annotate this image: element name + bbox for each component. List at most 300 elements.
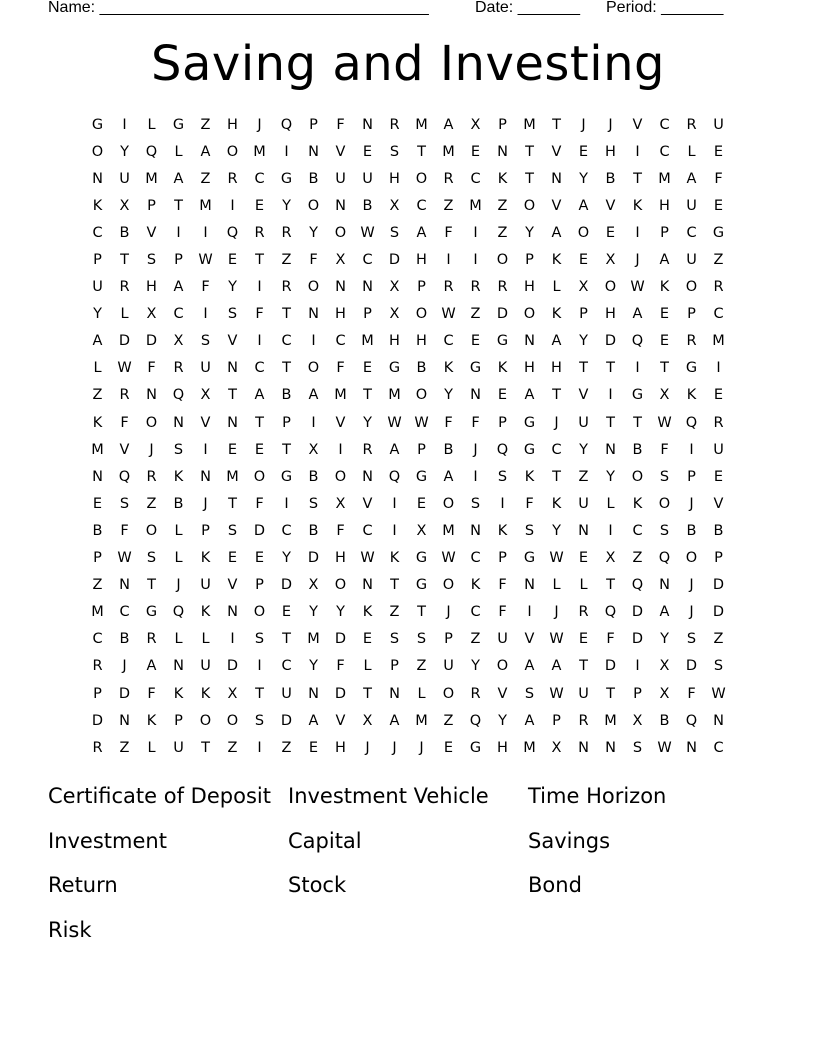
grid-letter: V bbox=[605, 197, 616, 214]
grid-letter: Q bbox=[631, 333, 644, 350]
grid-letter: N bbox=[119, 577, 130, 594]
grid-letter: M bbox=[604, 712, 617, 729]
grid-letter: O bbox=[577, 224, 590, 241]
grid-letter: I bbox=[635, 143, 640, 160]
grid-letter: K bbox=[200, 550, 211, 567]
grid-letter: T bbox=[552, 116, 561, 133]
grid-letter: P bbox=[255, 577, 264, 594]
grid-letter: O bbox=[334, 468, 347, 485]
grid-letter: J bbox=[122, 658, 127, 675]
grid-letter: G bbox=[280, 170, 293, 187]
grid-letter: I bbox=[716, 360, 721, 377]
grid-letter: R bbox=[497, 279, 508, 296]
grid-letter: R bbox=[173, 360, 184, 377]
grid-letter: D bbox=[118, 685, 131, 702]
grid-letter: P bbox=[660, 224, 669, 241]
grid-letter: K bbox=[659, 279, 670, 296]
grid-letter: A bbox=[416, 224, 427, 241]
grid-letter: Q bbox=[388, 468, 401, 485]
grid-letter: K bbox=[92, 197, 103, 214]
grid-letter: X bbox=[335, 252, 346, 269]
grid-letter: R bbox=[686, 333, 697, 350]
grid-letter: J bbox=[365, 739, 370, 756]
grid-letter: W bbox=[549, 685, 564, 702]
grid-letter: Z bbox=[497, 224, 508, 241]
grid-letter: R bbox=[146, 631, 157, 648]
grid-letter: O bbox=[145, 414, 158, 431]
grid-letter: Y bbox=[606, 468, 615, 485]
grid-letter: Z bbox=[443, 712, 454, 729]
grid-letter: E bbox=[254, 197, 265, 214]
grid-letter: F bbox=[660, 441, 669, 458]
grid-letter: D bbox=[145, 333, 158, 350]
grid-letter: B bbox=[713, 522, 724, 539]
grid-letter: A bbox=[443, 468, 454, 485]
grid-letter: W bbox=[360, 224, 375, 241]
grid-letter: Z bbox=[578, 468, 589, 485]
grid-letter: F bbox=[147, 360, 156, 377]
grid-row bbox=[84, 572, 732, 599]
grid-letter: P bbox=[93, 252, 102, 269]
grid-letter: V bbox=[713, 495, 724, 512]
grid-letter: Z bbox=[497, 197, 508, 214]
grid-letter: G bbox=[172, 116, 185, 133]
grid-letter: R bbox=[146, 468, 157, 485]
grid-letter: G bbox=[523, 414, 536, 431]
grid-letter: P bbox=[201, 522, 210, 539]
grid-letter: Z bbox=[281, 252, 292, 269]
grid-letter: I bbox=[257, 739, 262, 756]
grid-letter: Z bbox=[470, 306, 481, 323]
grid-letter: X bbox=[578, 279, 589, 296]
period-field-label: Period: _______ bbox=[606, 0, 724, 16]
grid-letter: X bbox=[605, 550, 616, 567]
grid-letter: B bbox=[92, 522, 103, 539]
grid-letter: V bbox=[362, 495, 373, 512]
grid-letter: J bbox=[689, 495, 694, 512]
grid-letter: C bbox=[119, 604, 130, 621]
grid-letter: W bbox=[117, 360, 132, 377]
grid-letter: A bbox=[551, 224, 562, 241]
grid-letter: Y bbox=[120, 143, 129, 160]
grid-letter: D bbox=[91, 712, 104, 729]
grid-letter: C bbox=[686, 224, 697, 241]
grid-letter: I bbox=[176, 224, 181, 241]
grid-letter: R bbox=[119, 279, 130, 296]
grid-letter: N bbox=[578, 522, 589, 539]
grid-letter: B bbox=[416, 360, 427, 377]
grid-letter: A bbox=[524, 712, 535, 729]
grid-letter: N bbox=[470, 387, 481, 404]
grid-letter: Y bbox=[525, 224, 534, 241]
grid-letter: C bbox=[470, 170, 481, 187]
grid-letter: N bbox=[713, 712, 724, 729]
grid-letter: P bbox=[390, 658, 399, 675]
grid-letter: M bbox=[334, 387, 347, 404]
grid-letter: D bbox=[604, 333, 617, 350]
grid-letter: I bbox=[257, 333, 262, 350]
grid-letter: A bbox=[551, 658, 562, 675]
grid-letter: O bbox=[334, 577, 347, 594]
grid-letter: S bbox=[146, 550, 157, 567]
grid-letter: O bbox=[604, 279, 617, 296]
grid-letter: W bbox=[441, 306, 456, 323]
grid-letter: H bbox=[524, 279, 535, 296]
grid-letter: J bbox=[689, 577, 694, 594]
grid-letter: V bbox=[551, 143, 562, 160]
grid-letter: M bbox=[253, 143, 266, 160]
grid-letter: Z bbox=[416, 658, 427, 675]
grid-letter: I bbox=[338, 441, 343, 458]
grid-letter: K bbox=[146, 712, 157, 729]
grid-letter: F bbox=[471, 414, 480, 431]
grid-letter: A bbox=[200, 143, 211, 160]
grid-letter: F bbox=[444, 224, 453, 241]
grid-letter: Z bbox=[443, 197, 454, 214]
grid-letter: X bbox=[416, 522, 427, 539]
grid-letter: U bbox=[686, 252, 697, 269]
grid-letter: G bbox=[712, 224, 725, 241]
grid-letter: S bbox=[389, 143, 400, 160]
grid-letter: R bbox=[227, 170, 238, 187]
grid-letter: P bbox=[444, 631, 453, 648]
grid-letter: K bbox=[551, 306, 562, 323]
grid-letter: N bbox=[92, 170, 103, 187]
grid-letter: Q bbox=[280, 116, 293, 133]
grid-letter: R bbox=[92, 739, 103, 756]
grid-letter: T bbox=[147, 577, 156, 594]
grid-letter: T bbox=[606, 577, 615, 594]
grid-letter: T bbox=[390, 577, 399, 594]
grid-letter: E bbox=[659, 306, 670, 323]
grid-letter: W bbox=[711, 685, 726, 702]
grid-letter: U bbox=[281, 685, 292, 702]
grid-letter: N bbox=[605, 739, 616, 756]
grid-letter: Y bbox=[309, 604, 318, 621]
grid-letter: J bbox=[635, 252, 640, 269]
grid-letter: E bbox=[308, 739, 319, 756]
grid-letter: L bbox=[174, 550, 183, 567]
grid-row bbox=[84, 734, 732, 761]
grid-letter: T bbox=[417, 143, 426, 160]
grid-letter: Q bbox=[685, 414, 698, 431]
grid-letter: A bbox=[389, 712, 400, 729]
grid-letter: V bbox=[551, 197, 562, 214]
grid-letter: E bbox=[578, 252, 589, 269]
grid-letter: W bbox=[117, 550, 132, 567]
grid-letter: A bbox=[254, 387, 265, 404]
grid-letter: S bbox=[713, 658, 724, 675]
grid-letter: D bbox=[712, 604, 725, 621]
grid-letter: E bbox=[281, 604, 292, 621]
grid-letter: F bbox=[309, 252, 318, 269]
grid-letter: C bbox=[335, 333, 346, 350]
grid-row bbox=[84, 274, 732, 301]
grid-letter: K bbox=[362, 604, 373, 621]
grid-letter: E bbox=[362, 143, 373, 160]
grid-letter: J bbox=[473, 441, 478, 458]
grid-letter: O bbox=[442, 577, 455, 594]
grid-letter: A bbox=[551, 333, 562, 350]
grid-row bbox=[84, 517, 732, 544]
grid-letter: I bbox=[608, 387, 613, 404]
grid-letter: F bbox=[255, 495, 264, 512]
grid-letter: U bbox=[578, 685, 589, 702]
grid-letter: O bbox=[442, 685, 455, 702]
grid-letter: E bbox=[578, 550, 589, 567]
grid-letter: N bbox=[362, 468, 373, 485]
grid-letter: G bbox=[415, 468, 428, 485]
grid-letter: P bbox=[687, 468, 696, 485]
grid-letter: T bbox=[579, 658, 588, 675]
grid-letter: M bbox=[226, 468, 239, 485]
grid-letter: Z bbox=[227, 739, 238, 756]
grid-letter: O bbox=[685, 279, 698, 296]
grid-letter: C bbox=[416, 197, 427, 214]
grid-letter: H bbox=[335, 550, 346, 567]
grid-letter: O bbox=[496, 252, 509, 269]
grid-letter: J bbox=[446, 604, 451, 621]
grid-letter: A bbox=[92, 333, 103, 350]
grid-letter: Z bbox=[470, 631, 481, 648]
grid-letter: I bbox=[284, 495, 289, 512]
grid-letter: W bbox=[549, 631, 564, 648]
grid-letter: U bbox=[200, 577, 211, 594]
grid-letter: O bbox=[307, 279, 320, 296]
grid-letter: I bbox=[608, 522, 613, 539]
grid-letter: P bbox=[498, 116, 507, 133]
grid-letter: T bbox=[120, 252, 129, 269]
grid-letter: W bbox=[630, 279, 645, 296]
grid-letter: A bbox=[308, 387, 319, 404]
grid-letter: Y bbox=[282, 550, 291, 567]
grid-letter: F bbox=[147, 685, 156, 702]
grid-letter: R bbox=[389, 116, 400, 133]
grid-letter: I bbox=[203, 224, 208, 241]
grid-letter: C bbox=[362, 522, 373, 539]
grid-letter: R bbox=[578, 712, 589, 729]
grid-letter: X bbox=[389, 197, 400, 214]
grid-letter: P bbox=[525, 252, 534, 269]
word-list-item: Investment bbox=[48, 828, 167, 853]
grid-letter: C bbox=[713, 306, 724, 323]
grid-letter: U bbox=[200, 360, 211, 377]
grid-letter: Y bbox=[93, 306, 102, 323]
grid-letter: T bbox=[282, 306, 291, 323]
grid-letter: D bbox=[118, 333, 131, 350]
grid-letter: B bbox=[308, 468, 319, 485]
grid-letter: X bbox=[632, 712, 643, 729]
grid-letter: Z bbox=[92, 577, 103, 594]
grid-letter: B bbox=[119, 224, 130, 241]
grid-letter: A bbox=[146, 658, 157, 675]
grid-letter: T bbox=[417, 604, 426, 621]
grid-letter: F bbox=[525, 495, 534, 512]
grid-letter: N bbox=[686, 739, 697, 756]
grid-letter: Q bbox=[172, 604, 185, 621]
grid-letter: S bbox=[227, 306, 238, 323]
grid-letter: L bbox=[363, 658, 372, 675]
grid-letter: A bbox=[389, 441, 400, 458]
grid-letter: I bbox=[122, 116, 127, 133]
date-field-label: Date: _______ bbox=[475, 0, 580, 16]
grid-letter: I bbox=[446, 252, 451, 269]
grid-letter: E bbox=[713, 387, 724, 404]
grid-letter: L bbox=[147, 739, 156, 756]
grid-letter: K bbox=[551, 495, 562, 512]
grid-letter: P bbox=[93, 550, 102, 567]
grid-letter: S bbox=[524, 685, 535, 702]
grid-letter: C bbox=[470, 604, 481, 621]
grid-letter: B bbox=[443, 441, 454, 458]
grid-letter: R bbox=[713, 279, 724, 296]
grid-letter: S bbox=[659, 522, 670, 539]
grid-letter: L bbox=[552, 577, 561, 594]
grid-letter: F bbox=[444, 414, 453, 431]
grid-letter: Q bbox=[658, 550, 671, 567]
grid-letter: O bbox=[307, 197, 320, 214]
grid-letter: A bbox=[659, 252, 670, 269]
grid-letter: H bbox=[605, 306, 616, 323]
grid-letter: T bbox=[174, 197, 183, 214]
grid-letter: E bbox=[227, 252, 238, 269]
word-list-item: Stock bbox=[288, 873, 347, 897]
grid-row bbox=[84, 653, 732, 680]
grid-letter: T bbox=[282, 441, 291, 458]
grid-letter: U bbox=[92, 279, 103, 296]
grid-row bbox=[84, 680, 732, 707]
grid-letter: L bbox=[687, 143, 696, 160]
grid-row bbox=[84, 355, 732, 382]
grid-letter: X bbox=[551, 739, 562, 756]
grid-letter: D bbox=[280, 577, 293, 594]
grid-letter: T bbox=[660, 360, 669, 377]
grid-letter: Q bbox=[469, 712, 482, 729]
grid-letter: H bbox=[524, 360, 535, 377]
grid-letter: K bbox=[632, 495, 643, 512]
grid-letter: B bbox=[119, 631, 130, 648]
grid-letter: Y bbox=[552, 522, 561, 539]
grid-letter: S bbox=[254, 631, 265, 648]
grid-letter: T bbox=[282, 360, 291, 377]
grid-letter: I bbox=[230, 631, 235, 648]
grid-letter: D bbox=[604, 658, 617, 675]
grid-letter: Y bbox=[309, 658, 318, 675]
grid-letter: L bbox=[417, 685, 426, 702]
grid-letter: B bbox=[308, 522, 319, 539]
grid-letter: V bbox=[227, 333, 238, 350]
grid-letter: S bbox=[659, 468, 670, 485]
grid-letter: P bbox=[687, 306, 696, 323]
grid-letter: X bbox=[389, 306, 400, 323]
grid-letter: R bbox=[281, 224, 292, 241]
grid-letter: J bbox=[203, 495, 208, 512]
grid-letter: F bbox=[255, 306, 264, 323]
grid-letter: X bbox=[470, 116, 481, 133]
grid-row bbox=[84, 192, 732, 219]
grid-letter: E bbox=[362, 360, 373, 377]
grid-letter: S bbox=[119, 495, 130, 512]
grid-letter: B bbox=[605, 170, 616, 187]
grid-letter: C bbox=[443, 333, 454, 350]
grid-row bbox=[84, 219, 732, 246]
grid-letter: V bbox=[632, 116, 643, 133]
grid-letter: I bbox=[392, 495, 397, 512]
grid-letter: P bbox=[174, 252, 183, 269]
grid-letter: Z bbox=[200, 116, 211, 133]
grid-letter: H bbox=[389, 333, 400, 350]
grid-letter: F bbox=[120, 414, 129, 431]
grid-letter: M bbox=[361, 333, 374, 350]
grid-letter: R bbox=[362, 441, 373, 458]
grid-letter: F bbox=[714, 170, 723, 187]
grid-letter: T bbox=[228, 387, 237, 404]
grid-letter: K bbox=[470, 577, 481, 594]
word-list-item: Certificate of Deposit bbox=[48, 784, 271, 808]
grid-letter: B bbox=[308, 170, 319, 187]
grid-letter: E bbox=[227, 550, 238, 567]
grid-letter: L bbox=[174, 522, 183, 539]
grid-letter: N bbox=[227, 604, 238, 621]
grid-letter: G bbox=[496, 333, 509, 350]
grid-letter: M bbox=[145, 170, 158, 187]
grid-letter: O bbox=[523, 197, 536, 214]
grid-letter: O bbox=[523, 306, 536, 323]
grid-letter: C bbox=[92, 224, 103, 241]
grid-letter: F bbox=[120, 522, 129, 539]
grid-letter: C bbox=[362, 252, 373, 269]
grid-letter: W bbox=[198, 252, 213, 269]
grid-letter: A bbox=[443, 116, 454, 133]
grid-letter: O bbox=[226, 712, 239, 729]
grid-letter: F bbox=[498, 577, 507, 594]
grid-letter: P bbox=[714, 550, 723, 567]
grid-letter: V bbox=[146, 224, 157, 241]
grid-letter: S bbox=[146, 252, 157, 269]
grid-letter: O bbox=[253, 468, 266, 485]
grid-letter: U bbox=[443, 658, 454, 675]
grid-letter: M bbox=[388, 387, 401, 404]
grid-row bbox=[84, 409, 732, 436]
grid-letter: Q bbox=[118, 468, 131, 485]
grid-letter: P bbox=[417, 279, 426, 296]
grid-letter: T bbox=[525, 143, 534, 160]
grid-letter: F bbox=[201, 279, 210, 296]
grid-letter: I bbox=[635, 658, 640, 675]
grid-letter: N bbox=[470, 522, 481, 539]
grid-letter: E bbox=[254, 550, 265, 567]
grid-letter: X bbox=[146, 306, 157, 323]
grid-letter: L bbox=[579, 577, 588, 594]
grid-letter: U bbox=[173, 739, 184, 756]
grid-letter: U bbox=[497, 631, 508, 648]
word-list-item: Savings bbox=[528, 828, 611, 853]
grid-letter: F bbox=[606, 631, 615, 648]
grid-letter: T bbox=[606, 360, 615, 377]
grid-letter: N bbox=[389, 685, 400, 702]
grid-letter: E bbox=[659, 333, 670, 350]
grid-letter: S bbox=[686, 631, 697, 648]
grid-letter: Q bbox=[172, 387, 185, 404]
grid-letter: C bbox=[659, 116, 670, 133]
grid-letter: R bbox=[443, 279, 454, 296]
grid-letter: Q bbox=[226, 224, 239, 241]
grid-letter: E bbox=[713, 143, 724, 160]
grid-letter: T bbox=[255, 414, 264, 431]
grid-letter: U bbox=[686, 197, 697, 214]
grid-letter: G bbox=[685, 360, 698, 377]
grid-letter: O bbox=[496, 658, 509, 675]
